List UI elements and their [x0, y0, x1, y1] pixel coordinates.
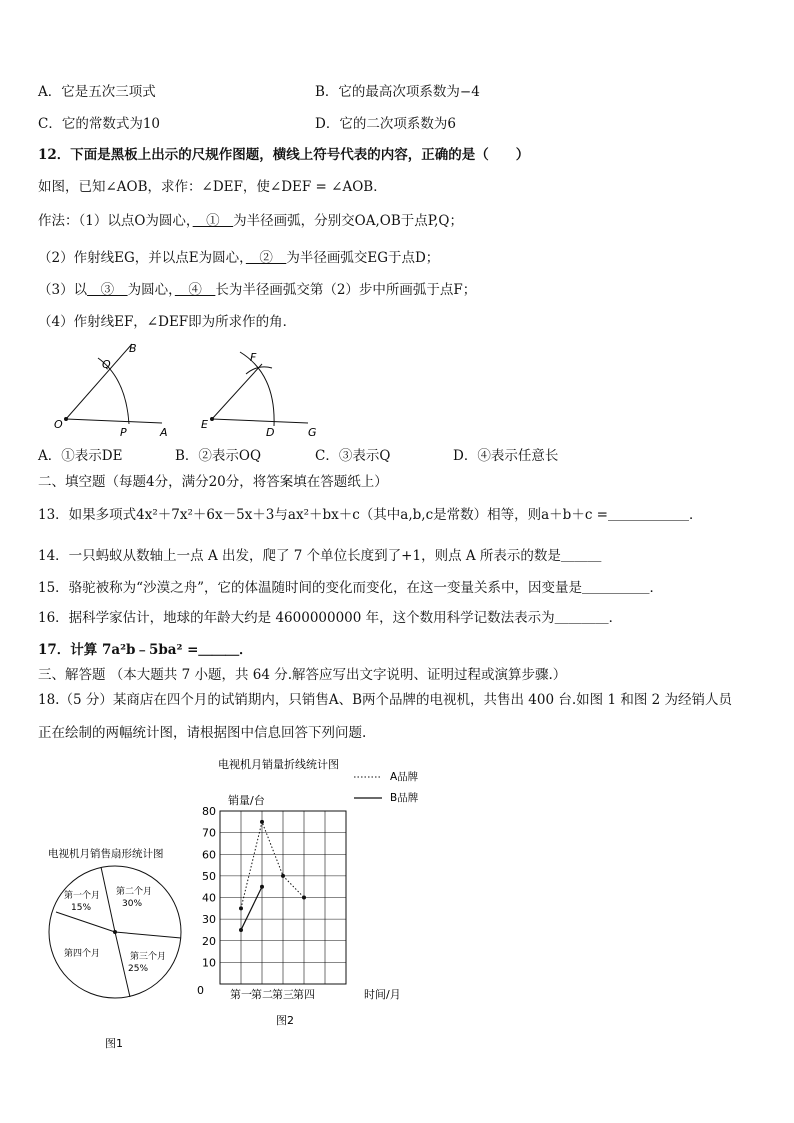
series-point-a — [260, 820, 264, 824]
q12-blank-3: ③ — [87, 282, 128, 298]
pie-title: 电视机月销售扇形统计图 — [48, 848, 164, 860]
y-tick-label: 60 — [202, 848, 216, 862]
q12-option-b: B．②表示OQ — [175, 448, 262, 464]
ray-ob — [66, 344, 132, 419]
q12-step2-pre: （2）作射线EG，并以点E为圆心， — [38, 250, 246, 266]
q12-step1 — [38, 212, 463, 230]
pie-label-month4: 第四个月 — [64, 949, 101, 959]
q13: 13．如果多项式4x²＋7x²＋6x－5x＋3与ax²＋bx＋c（其中a,b,c是常数）相等，则a＋b＋c =＿＿＿＿＿＿． — [38, 507, 703, 523]
q12-step1-post: 为半径画弧，分别交OA,OB于点P,Q； — [233, 213, 463, 229]
label-a: A — [160, 426, 168, 439]
line-chart-ylabel: 销量/台 — [228, 794, 265, 807]
arc-d — [240, 352, 274, 426]
q14: 14．一只蚂蚁从数轴上一点 A 出发，爬了 7 个单位长度到了+1，则点 A 所表示的数是＿＿＿ — [38, 548, 602, 564]
line-chart-title: 电视机月销量折线统计图 — [218, 758, 339, 771]
point-e — [210, 417, 214, 421]
q12-option-d: D．④表示任意长 — [453, 448, 559, 464]
q12-step3-pre: （3）以 — [38, 282, 88, 298]
pie-label-month3: 第三个月 — [130, 952, 167, 962]
y-tick-label: 10 — [202, 956, 216, 970]
series-point-b — [260, 885, 264, 889]
series-point-b — [239, 928, 243, 932]
q12-step3 — [38, 281, 476, 299]
y-tick-label: 80 — [202, 805, 216, 818]
q16: 16．据科学家估计，地球的年龄大约是 4600000000 年，这个数用科学记数法表示为＿＿＿＿． — [38, 610, 623, 626]
q11-option-a: A．它是五次三项式 — [38, 84, 156, 100]
q12-step2 — [38, 249, 439, 267]
series-point-a — [302, 896, 306, 900]
q12-given: 如图，已知∠AOB，求作：∠DEF，使∠DEF = ∠AOB． — [38, 179, 387, 195]
q11-option-c: C．它的常数式为10 — [38, 116, 161, 132]
y-tick-label: 20 — [202, 934, 216, 948]
q12-blank-4: ④ — [174, 282, 216, 298]
label-b: B — [129, 342, 137, 355]
line-chart-figure — [190, 752, 440, 1030]
ray-ef — [212, 364, 262, 419]
q12-blank-1: ① — [192, 213, 234, 229]
series-point-a — [281, 874, 285, 878]
pie-pct-month1: 15% — [71, 903, 92, 913]
pie-label-month1: 第一个月 — [64, 891, 101, 901]
label-e: E — [201, 418, 208, 431]
legend-label-a: A品牌 — [390, 771, 419, 783]
q12-step2-post: 为半径画弧交EG于点D； — [286, 250, 440, 266]
label-p: P — [120, 426, 127, 439]
series-line-b — [241, 887, 262, 930]
y-tick-label: 0 — [197, 984, 204, 997]
q18-line-2: 正在绘制的两幅统计图，请根据图中信息回答下列问题. — [38, 725, 367, 741]
line-chart-plot — [197, 805, 346, 1001]
q12-option-c: C．③表示Q — [315, 448, 391, 464]
pie-pct-month3: 25% — [128, 964, 149, 974]
pie-pct-month2: 30% — [122, 899, 143, 909]
series-line-a — [241, 822, 304, 909]
y-tick-label: 40 — [202, 891, 216, 905]
pie-chart-figure — [40, 842, 200, 1052]
label-f: F — [250, 351, 257, 364]
line-chart-caption: 图2 — [276, 1014, 294, 1027]
pie-label-month2: 第二个月 — [116, 887, 153, 897]
q15: 15．骆驼被称为“沙漠之舟”，它的体温随时间的变化而变化，在这一变量关系中，因变量是＿＿＿＿＿． — [38, 580, 663, 596]
x-tick-label: 第四 — [293, 988, 315, 1001]
label-o: O — [54, 418, 63, 431]
q12-option-a: A．①表示DE — [38, 448, 123, 464]
pie-caption: 图1 — [105, 1037, 123, 1050]
section-3-heading: 三、解答题 （本大题共 7 小题，共 64 分.解答应写出文字说明、证明过程或演算步骤.） — [38, 667, 567, 683]
x-tick-label: 第一 — [230, 988, 252, 1001]
pie-center — [113, 930, 117, 934]
y-tick-label: 30 — [202, 913, 216, 927]
q12-blank-2: ② — [245, 250, 287, 266]
line-chart-xlabel: 时间/月 — [364, 988, 401, 1001]
point-o — [64, 417, 68, 421]
q11-option-b: B．它的最高次项系数为−4 — [315, 84, 480, 100]
q11-option-d: D．它的二次项系数为6 — [315, 116, 456, 132]
label-d: D — [266, 426, 275, 439]
q12-stem: 12．下面是黑板上出示的尺规作图题，横线上符号代表的内容，正确的是（ ） — [38, 147, 530, 163]
q12-step3-mid: 为圆心， — [127, 282, 175, 298]
ray-oa — [66, 419, 162, 423]
ray-eg — [212, 419, 308, 423]
x-tick-label: 第三 — [272, 988, 294, 1001]
q12-step3-post: 长为半径画弧交第（2）步中所画弧于点F； — [215, 282, 477, 298]
x-tick-label: 第二 — [251, 988, 273, 1001]
label-q: Q — [102, 358, 111, 371]
q17: 17．计算 7a²b﹣5ba² =＿＿＿． — [38, 642, 253, 658]
q12-step1-pre: 作法：（1）以点O为圆心， — [38, 213, 193, 229]
q18-line-1: 18.（5 分）某商店在四个月的试销期内，只销售A、B两个品牌的电视机，共售出 400 台.如图 1 和图 2 为经销人员 — [38, 692, 733, 708]
series-point-a — [239, 906, 243, 910]
legend-label-b: B品牌 — [390, 792, 419, 804]
q12-step4: （4）作射线EF，∠DEF即为所求作的角． — [38, 314, 297, 330]
y-tick-label: 70 — [202, 826, 216, 840]
y-tick-label: 50 — [202, 869, 216, 883]
section-2-heading: 二、填空题（每题4分，满分20分，将答案填在答题纸上） — [38, 474, 388, 490]
label-g: G — [308, 426, 317, 439]
q12-construction-figure — [40, 338, 340, 443]
